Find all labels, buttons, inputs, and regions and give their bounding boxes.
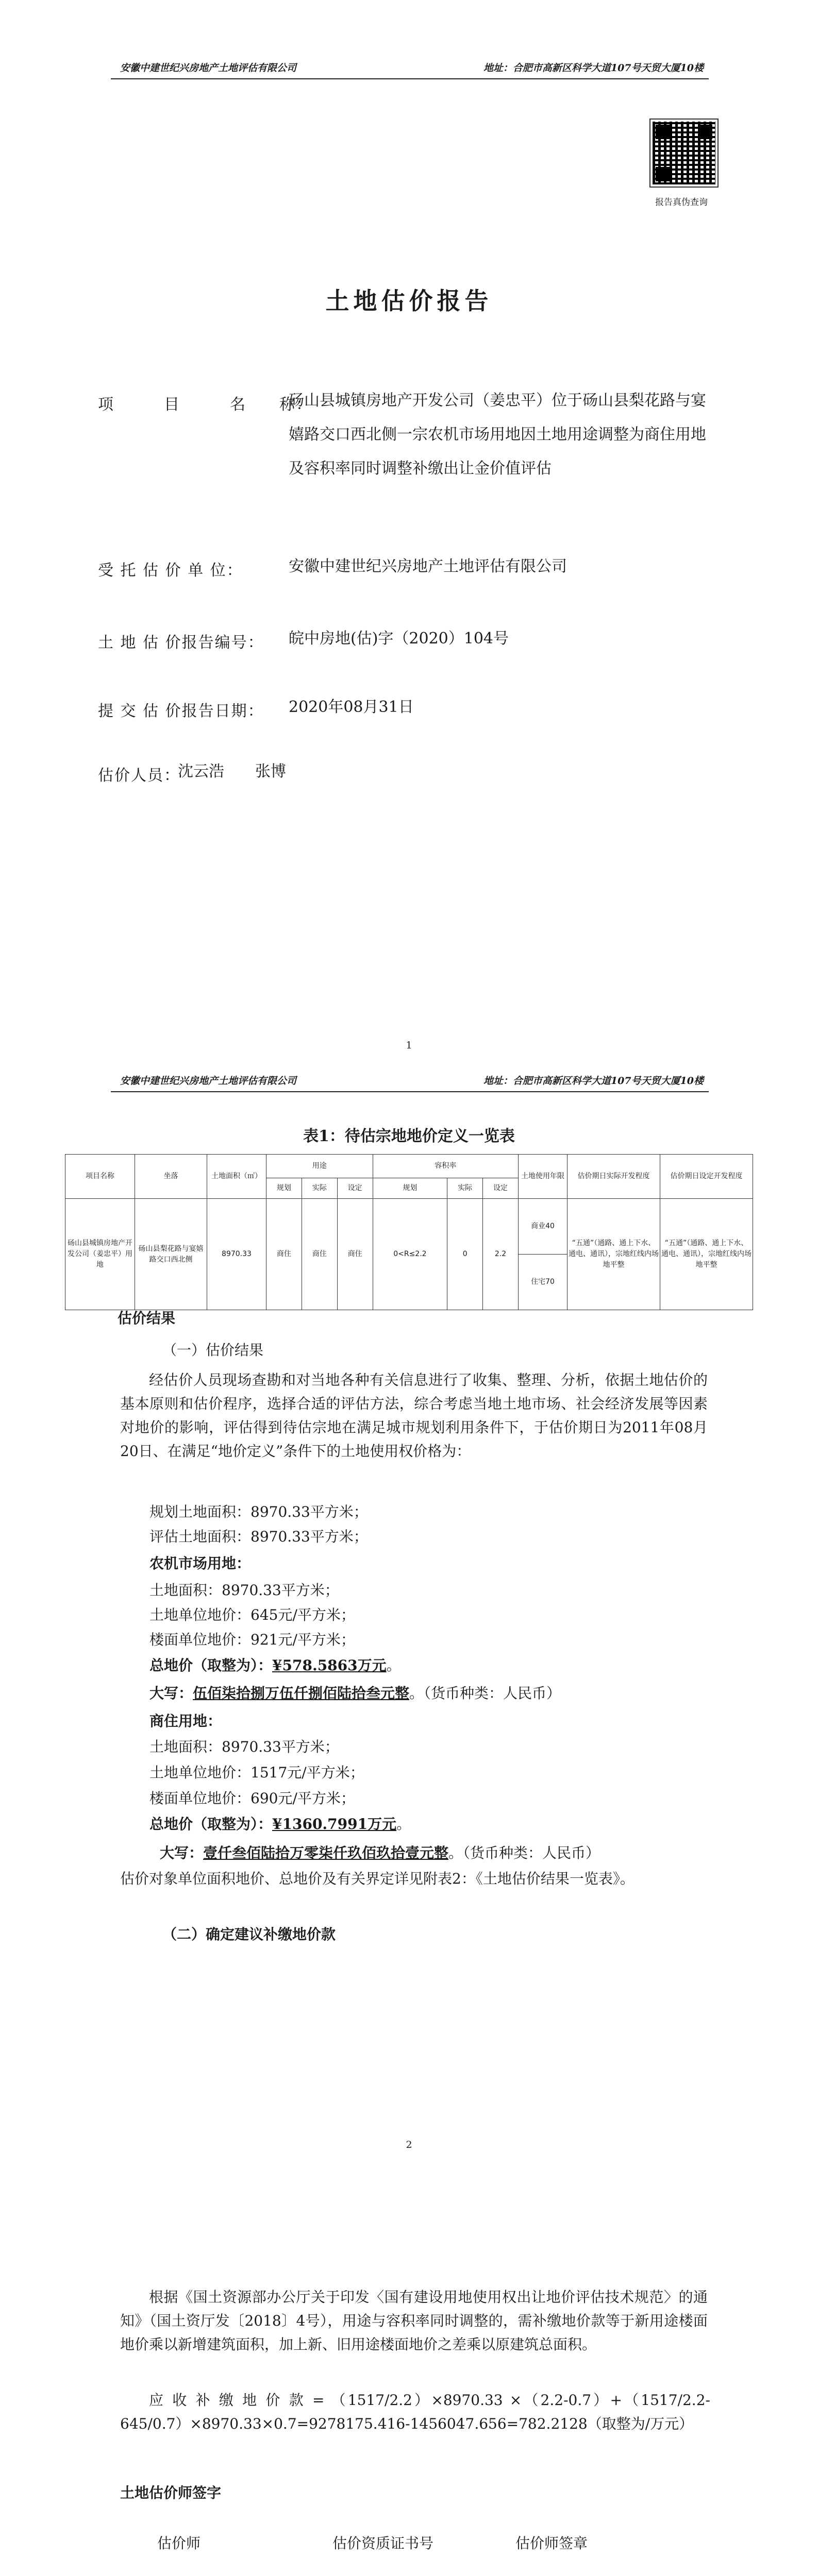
land-definition-table (65, 1154, 753, 1310)
th-years: 土地使用年限 (519, 1155, 567, 1199)
plan-area: 规划土地面积：8970.33平方米； (149, 1503, 368, 1520)
farm-floor-price: 楼面单位地价：921元/平方米； (149, 1631, 355, 1648)
page-header (111, 58, 709, 79)
farm-total: 总地价（取整为）：¥578.5863万元。 (149, 1657, 401, 1674)
header-company: 安徽中建世纪兴房地产土地评估有限公司 (120, 1075, 297, 1087)
page3-formula: 应 收 补 缴 地 价 款 = （1517/2.2）×8970.33 ×（2.2-0.7）+（1517/2.2-645/0.7）×8970.33×0.7=9278175.416-1456047.656=782.2128（取整为/万元） (120, 2392, 710, 2432)
res-title: 商住用地： (149, 1713, 222, 1730)
report-title: 土地估价报告 (325, 287, 493, 315)
cell-use-set: 商住 (337, 1199, 373, 1310)
farm-title: 农机市场用地： (149, 1555, 251, 1572)
farm-upper (149, 1682, 561, 1705)
res-upper-label: 大写： (160, 1844, 204, 1861)
farm-upper-value: 伍佰柒拾捌万伍仟捌佰陆拾叁元整 (193, 1685, 410, 1702)
th-dev-date: 估价期日实际开发程度 (567, 1155, 660, 1199)
cell-location: 砀山县梨花路与宴嬉路交口西北侧 (135, 1199, 207, 1310)
farm-upper-label: 大写： (149, 1685, 193, 1702)
cell-years-commercial: 商业40 (519, 1199, 567, 1255)
sign-heading: 土地估价师签字 (120, 2484, 222, 2501)
cell-area: 8970.33 (207, 1199, 266, 1310)
cell-years-residential: 住宅70 (519, 1255, 567, 1310)
cell-far-actual: 0 (447, 1199, 483, 1310)
client-value: 安徽中建世纪兴房地产土地评估有限公司 (289, 557, 567, 575)
cell-owner: 砀山县城镇房地产开发公司（姜忠平）用地 (65, 1199, 135, 1310)
farm-total-value: ¥578.5863万元 (272, 1657, 387, 1674)
date-label: 提 交 估 价报告日期： (98, 702, 264, 720)
appraisers-label: 估价人员： (98, 767, 180, 785)
cell-far-plan: 0<R≤2.2 (373, 1199, 447, 1310)
res-total-value: ¥1360.7991万元 (272, 1816, 397, 1833)
cell-use-actual: 商住 (302, 1199, 337, 1310)
th-sub: 规划 (266, 1178, 302, 1199)
qr-code-icon[interactable] (650, 120, 717, 187)
cell-use-plan: 商住 (266, 1199, 302, 1310)
table1-caption: 表1：待估宗地地价定义一览表 (303, 1127, 515, 1145)
th-far: 容积率 (373, 1155, 518, 1178)
th-location: 坐落 (135, 1155, 207, 1199)
date-value: 2020年08月31日 (289, 698, 414, 716)
page-number: 1 (406, 1040, 412, 1051)
cell-dev-set: “五通”（通路、通上下水、通电、通讯），宗地红线内场地平整 (660, 1199, 753, 1310)
res-total: 总地价（取整为）：¥1360.7991万元。 (149, 1816, 411, 1833)
farm-unit-price: 土地单位地价：645元/平方米； (149, 1606, 355, 1623)
res-upper-value: 壹仟叁佰陆拾万零柒仟玖佰玖拾壹元整 (203, 1844, 449, 1861)
col-sig: 估价师签章 (515, 2535, 588, 2552)
eval-area: 评估土地面积：8970.33平方米； (149, 1528, 368, 1545)
col-cert: 估价资质证书号 (332, 2535, 434, 2552)
header-address: 地址：合肥市高新区科学大道107号天贸大厦10楼 (483, 1075, 704, 1087)
appraisers-value: 沈云浩 张博 (178, 762, 286, 781)
cell-far-set: 2.2 (483, 1199, 519, 1310)
th-sub: 实际 (447, 1178, 483, 1199)
page-1 (0, 0, 818, 1056)
th-sub: 实际 (302, 1178, 337, 1199)
results-note: 估价对象单位面积地价、总地价及有关界定详见附表2：《土地估价结果一览表》。 (120, 1870, 635, 1887)
res-currency: 。（货币种类：人民币） (448, 1844, 600, 1861)
th-owner: 项目名称 (65, 1155, 135, 1199)
th-sub: 设定 (337, 1178, 373, 1199)
cell-dev-date: “五通”（通路、通上下水、通电、通讯），宗地红线内场地平整 (567, 1199, 660, 1310)
res-floor-price: 楼面单位地价：690元/平方米； (149, 1790, 355, 1807)
res-upper (160, 1841, 600, 1865)
th-sub: 规划 (373, 1178, 447, 1199)
results-sub1: （一）估价结果 (162, 1342, 264, 1359)
th-use: 用途 (266, 1155, 373, 1178)
th-dev-set: 估价期日设定开发程度 (660, 1155, 753, 1199)
results-heading: 估价结果 (118, 1310, 176, 1327)
res-unit-price: 土地单位地价：1517元/平方米； (149, 1764, 364, 1781)
results-sub2: （二）确定建议补缴地价款 (162, 1926, 336, 1943)
page3-para1: 根据《国土资源部办公厅关于印发〈国有建设用地使用权出让地价评估技术规范〉的通知》（国土资厅发〔2018〕4号），用途与容积率同时调整的，需补缴地价款等于新用途楼面地价乘以新增建筑面积，加上新、旧用途楼面地价之差乘以原建筑总面积。 (120, 2289, 708, 2353)
farm-total-label: 总地价（取整为）： (149, 1657, 273, 1674)
client-label: 受 托 估 价 单 位： (98, 562, 243, 580)
res-total-label: 总地价（取整为）： (149, 1816, 273, 1833)
col-name: 估价师 (157, 2535, 201, 2552)
results-para: 经估价人员现场查勘和对当地各种有关信息进行了收集、整理、分析，依据土地估价的基本原则和估价程序，选择合适的评估方法，综合考虑当地土地市场、社会经济发展等因素对地价的影响，评估得到待估宗地在满足城市规划利用条件下，于估价期日为2011年08月20日、在满足“地价定义”条件下的土地使用权价格为： (120, 1371, 708, 1460)
page-header (111, 1071, 709, 1092)
report-no-value: 皖中房地(估)字（2020）104号 (289, 630, 509, 648)
res-area: 土地面积：8970.33平方米； (149, 1738, 339, 1755)
th-sub: 设定 (483, 1178, 519, 1199)
project-label: 项 目 名 称： (98, 396, 312, 414)
farm-area: 土地面积：8970.33平方米； (149, 1582, 339, 1599)
th-area: 土地面积（㎡） (207, 1155, 266, 1199)
header-company: 安徽中建世纪兴房地产土地评估有限公司 (120, 62, 297, 74)
header-address: 地址：合肥市高新区科学大道107号天贸大厦10楼 (483, 62, 704, 74)
page-number: 2 (406, 2139, 412, 2150)
farm-currency: 。（货币种类：人民币） (409, 1685, 561, 1702)
qr-caption: 报告真伪查询 (655, 197, 708, 208)
report-no-label: 土 地 估 价报告编号： (98, 634, 264, 652)
project-value: 砀山县城镇房地产开发公司（姜忠平）位于砀山县梨花路与宴嬉路交口西北侧一宗农机市场用地因土地用途调整为商住用地及容积率同时调整补缴出让金价值评估 (289, 392, 706, 478)
